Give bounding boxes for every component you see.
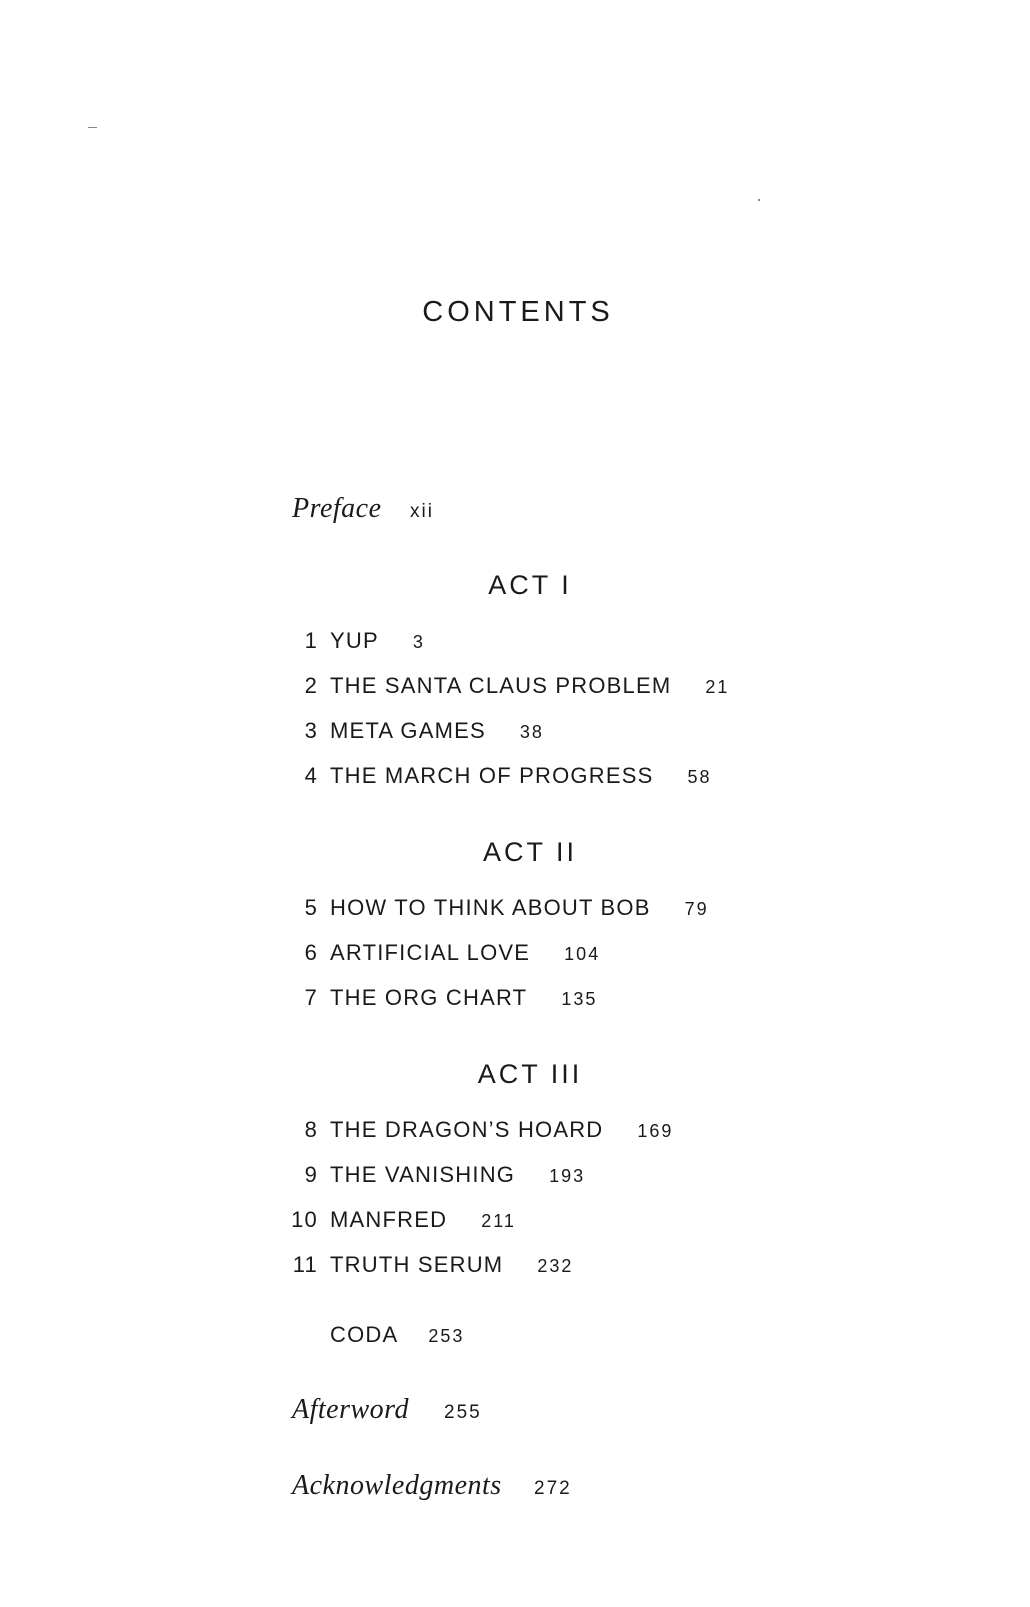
entry-page-number: 253 — [428, 1326, 465, 1346]
toc-entry-chapter[interactable] — [280, 1207, 516, 1237]
act-heading-3: ACT III — [477, 1059, 583, 1089]
toc-entry-afterword[interactable] — [292, 1394, 482, 1426]
toc-entry-coda[interactable] — [330, 1322, 464, 1348]
entry-label: Afterword — [292, 1394, 410, 1425]
chapter-number: 5 — [304, 895, 318, 920]
entry-label: CODA — [330, 1322, 399, 1347]
toc-entry-chapter[interactable] — [280, 763, 711, 793]
chapter-number: 11 — [292, 1252, 318, 1277]
toc-entry-acknowledgments[interactable] — [292, 1470, 572, 1502]
chapter-title: THE ORG CHART — [330, 985, 528, 1010]
chapter-title: META GAMES — [330, 718, 486, 743]
toc-entry-chapter[interactable] — [280, 940, 600, 970]
chapter-title: HOW TO THINK ABOUT BOB — [330, 895, 651, 920]
chapter-number: 4 — [304, 763, 318, 788]
chapter-title: TRUTH SERUM — [330, 1252, 504, 1277]
chapter-number: 9 — [304, 1162, 318, 1187]
chapter-number: 10 — [291, 1207, 318, 1232]
toc-entry-chapter[interactable] — [280, 673, 729, 703]
scan-speck — [88, 127, 97, 128]
chapter-page-number: 21 — [705, 677, 730, 697]
entry-page-number: 255 — [444, 1402, 482, 1423]
chapter-page-number: 193 — [549, 1166, 586, 1186]
chapter-title: THE DRAGON’S HOARD — [330, 1117, 604, 1142]
chapter-page-number: 104 — [564, 944, 601, 964]
chapter-number: 7 — [304, 985, 318, 1010]
scan-speck — [758, 199, 760, 201]
toc-entry-chapter[interactable] — [280, 895, 709, 925]
chapter-number: 2 — [304, 673, 318, 698]
chapter-page-number: 3 — [412, 632, 425, 652]
chapter-number: 3 — [304, 718, 318, 743]
toc-entry-chapter[interactable] — [280, 1117, 673, 1147]
chapter-page-number: 169 — [637, 1121, 674, 1141]
chapter-title: THE MARCH OF PROGRESS — [330, 763, 654, 788]
chapter-number: 1 — [304, 628, 318, 653]
toc-entry-chapter[interactable] — [280, 1162, 585, 1192]
act-heading-1: ACT I — [488, 570, 572, 600]
toc-entry-chapter[interactable] — [280, 1252, 573, 1282]
toc-entry-preface[interactable] — [292, 493, 434, 525]
chapter-number: 8 — [304, 1117, 318, 1142]
toc-entry-chapter[interactable] — [280, 628, 425, 658]
chapter-page-number: 38 — [519, 722, 544, 742]
chapter-title: THE VANISHING — [330, 1162, 516, 1187]
entry-label: Acknowledgments — [292, 1470, 502, 1501]
chapter-title: MANFRED — [330, 1207, 448, 1232]
act-heading-2: ACT II — [482, 837, 578, 867]
entry-label: Preface — [292, 493, 382, 524]
toc-entry-chapter[interactable] — [280, 718, 544, 748]
page-title: CONTENTS — [422, 296, 614, 328]
chapter-number: 6 — [304, 940, 318, 965]
chapter-title: YUP — [330, 628, 379, 653]
entry-page-number: 272 — [534, 1478, 572, 1499]
chapter-title: THE SANTA CLAUS PROBLEM — [330, 673, 672, 698]
chapter-page-number: 79 — [684, 899, 709, 919]
chapter-page-number: 232 — [537, 1256, 574, 1276]
toc-entry-chapter[interactable] — [280, 985, 597, 1015]
chapter-title: ARTIFICIAL LOVE — [330, 940, 531, 965]
chapter-page-number: 58 — [687, 767, 712, 787]
entry-page-number: xii — [410, 501, 434, 522]
chapter-page-number: 211 — [481, 1211, 516, 1231]
chapter-page-number: 135 — [561, 989, 598, 1009]
